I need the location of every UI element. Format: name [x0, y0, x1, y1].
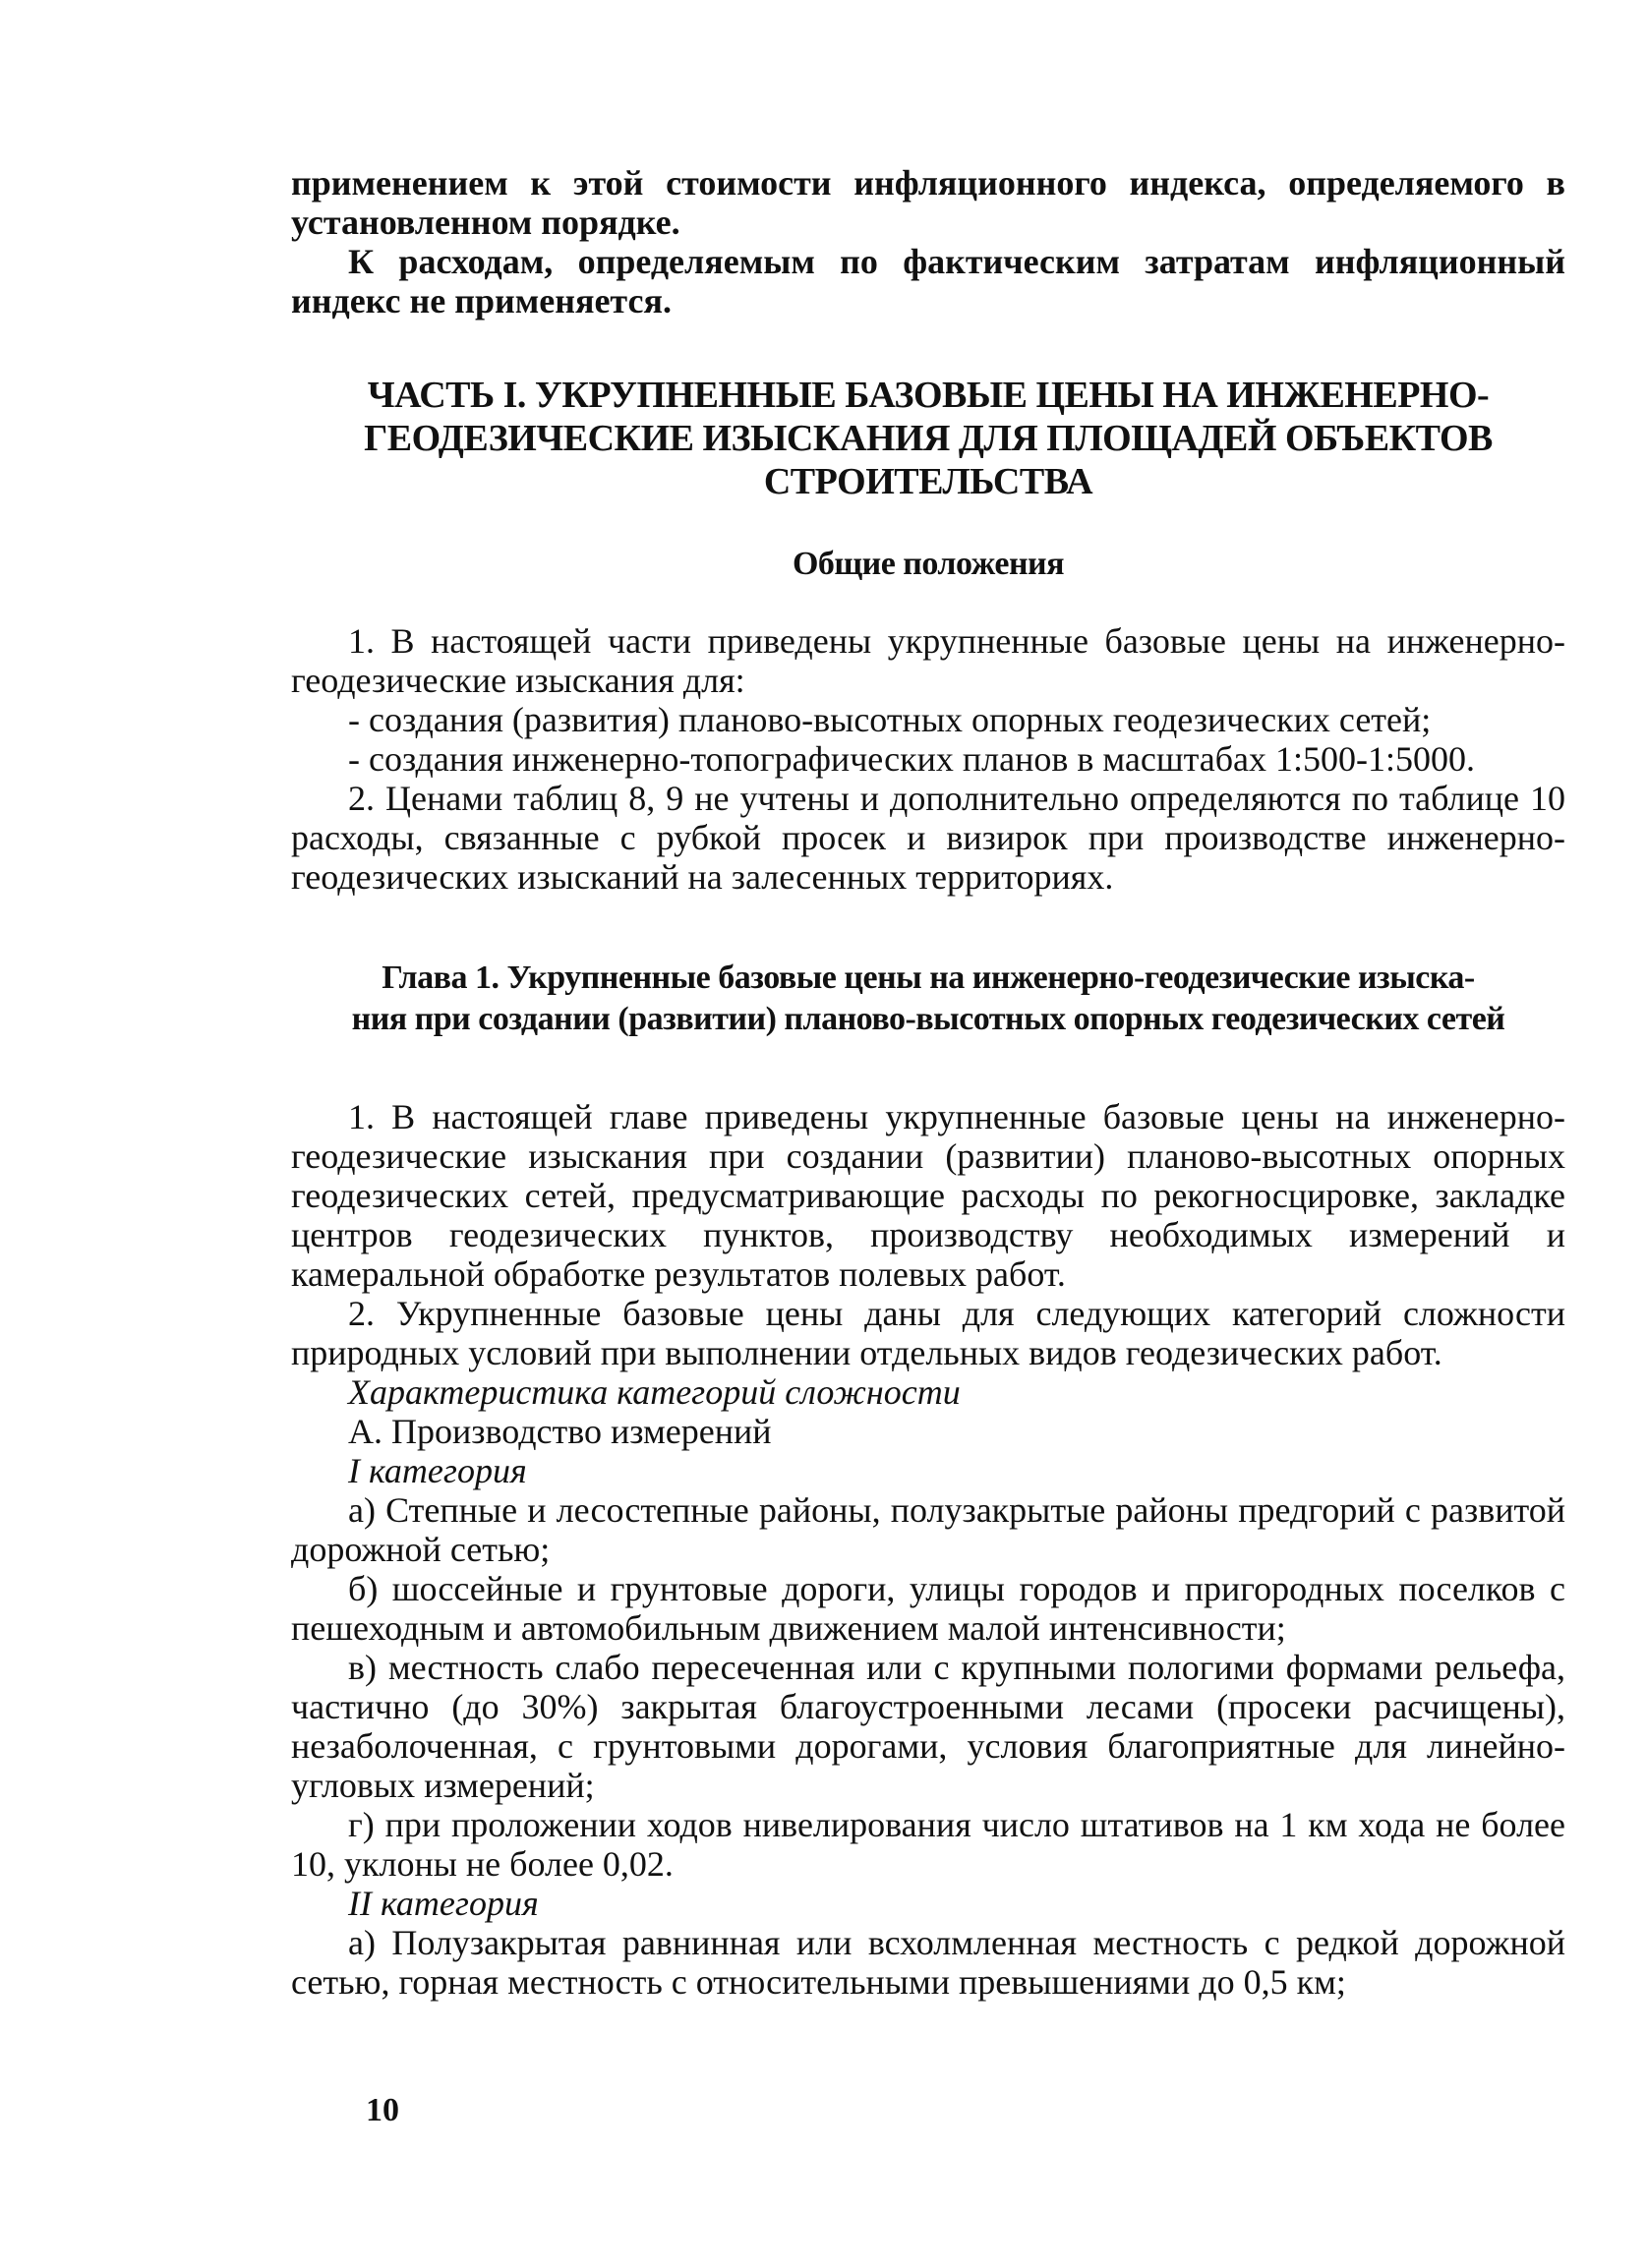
chapter-paragraph-1: 1. В настоящей главе приведены укрупненные базовые цены на инженерно-геодезические изыскания при создании (развитии) планово-высотных опорных геодезических сетей, предусматривающие расходы по рекогносцировке, закладке центров геодезических пунктов, производству необходимых измерений и камеральной обработке результатов полевых работ. — [291, 1097, 1565, 1294]
chapter-paragraph-2: 2. Укрупненные базовые цены даны для следующих категорий сложности природных условий при выполнении отдельных видов геодезических работ. — [291, 1294, 1565, 1372]
category-1-item-c: в) местность слабо пересеченная или с крупными пологими формами рельефа, частично (до 30%) закрытая благоустроенными лесами (просеки расчищены), незаболоченная, с грунтовыми дорогами, условия благоприятные для линейно-угловых измерений; — [291, 1648, 1565, 1805]
category-1-item-b: б) шоссейные и грунтовые дороги, улицы городов и пригородных поселков с пешеходным и автомобильным движением малой интенсивности; — [291, 1569, 1565, 1648]
general-paragraph-2: - создания (развития) планово-высотных опорных геодезических сетей; — [348, 700, 1432, 739]
intro-paragraph-1: применением к этой стоимости инфляционного индекса, определяемого в установленном порядке. — [291, 163, 1565, 242]
intro-paragraph-2: К расходам, определяемым по фактическим затратам инфляционный индекс не применяется. — [291, 242, 1565, 320]
complexity-heading: Характеристика категорий сложности — [348, 1372, 961, 1412]
category-1-item-a: а) Степные и лесостепные районы, полузакрытые районы предгорий с развитой дорожной сетью; — [291, 1490, 1565, 1569]
part-title-line-2: ГЕОДЕЗИЧЕСКИЕ ИЗЫСКАНИЯ ДЛЯ ПЛОЩАДЕЙ ОБЪЕКТОВ — [364, 418, 1493, 459]
general-paragraph-3: - создания инженерно-топографических планов в масштабах 1:500-1:5000. — [348, 739, 1476, 779]
category-1-label: I категория — [348, 1451, 527, 1490]
page-content — [291, 163, 1565, 2002]
category-1-item-d: г) при проложении ходов нивелирования число штативов на 1 км хода не более 10, уклоны не более 0,02. — [291, 1805, 1565, 1884]
part-title-line-3: СТРОИТЕЛЬСТВА — [763, 461, 1093, 502]
part-title-line-1: ЧАСТЬ I. УКРУПНЕННЫЕ БАЗОВЫЕ ЦЕНЫ НА ИНЖЕНЕРНО- — [367, 375, 1490, 416]
page-number: 10 — [366, 2092, 399, 2128]
chapter-title-line-1: Глава 1. Укрупненные базовые цены на инженерно-геодезические изыска- — [382, 960, 1475, 996]
category-2-item-a: а) Полузакрытая равнинная или всхолмленная местность с редкой дорожной сетью, горная местность с относительными превышениями до 0,5 км; — [291, 1923, 1565, 2002]
category-2-label: II категория — [348, 1884, 539, 1923]
general-paragraph-4: 2. Ценами таблиц 8, 9 не учтены и дополнительно определяются по таблице 10 расходы, связанные с рубкой просек и визирок при производстве инженерно-геодезических изысканий на залесенных территориях. — [291, 779, 1565, 897]
section-a-title: А. Производство измерений — [348, 1412, 772, 1451]
general-provisions-title: Общие положения — [792, 546, 1065, 582]
general-paragraph-1: 1. В настоящей части приведены укрупненные базовые цены на инженерно-геодезические изыскания для: — [291, 621, 1565, 700]
chapter-title-line-2: ния при создании (развитии) планово-высотных опорных геодезических сетей — [351, 1001, 1505, 1037]
